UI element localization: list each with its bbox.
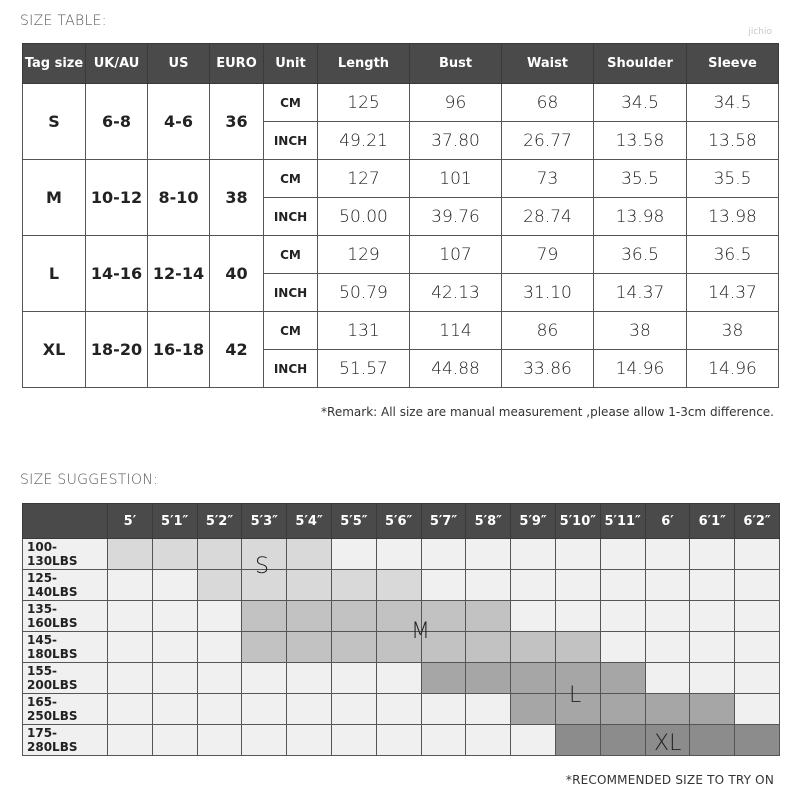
shoulder-value: 14.96 <box>594 350 687 388</box>
empty-cell <box>466 725 511 756</box>
empty-cell <box>331 663 376 694</box>
size-cell-s <box>197 570 242 601</box>
measurement-remark: *Remark: All size are manual measurement ,please allow 1-3cm difference. <box>321 405 774 419</box>
height-header: 5′3″ <box>242 504 287 539</box>
unit-label: INCH <box>264 122 318 160</box>
size-cell-s <box>152 539 197 570</box>
unit-label: INCH <box>264 350 318 388</box>
uk-au-size: 6-8 <box>86 84 148 160</box>
sleeve-value: 38 <box>687 312 779 350</box>
us-size: 16-18 <box>148 312 210 388</box>
height-header: 5′11″ <box>600 504 645 539</box>
recommended-size-note: *RECOMMENDED SIZE TO TRY ON <box>565 773 774 787</box>
length-value: 50.79 <box>318 274 410 312</box>
size-cell-s <box>197 539 242 570</box>
empty-cell <box>466 694 511 725</box>
empty-cell <box>152 601 197 632</box>
size-cell-m <box>376 601 421 632</box>
empty-cell <box>421 694 466 725</box>
empty-cell <box>108 570 153 601</box>
size-cell-l <box>600 663 645 694</box>
empty-cell <box>376 663 421 694</box>
size-table-title: SIZE TABLE: <box>20 13 107 29</box>
size-row-xl-cm <box>23 312 779 350</box>
uk-au-size: 10-12 <box>86 160 148 236</box>
sleeve-value: 36.5 <box>687 236 779 274</box>
sleeve-value: 34.5 <box>687 84 779 122</box>
empty-cell <box>735 632 780 663</box>
size-table-header <box>23 44 779 84</box>
empty-cell <box>376 725 421 756</box>
empty-cell <box>511 725 556 756</box>
waist-value: 68 <box>502 84 594 122</box>
height-header: 5′ <box>108 504 153 539</box>
size-cell-s <box>287 570 332 601</box>
bust-value: 39.76 <box>410 198 502 236</box>
height-header: 5′5″ <box>331 504 376 539</box>
height-header: 5′1″ <box>152 504 197 539</box>
column-header-euro: EURO <box>210 44 264 84</box>
size-cell-l <box>555 694 600 725</box>
empty-cell <box>511 539 556 570</box>
us-size: 12-14 <box>148 236 210 312</box>
column-header-tag-size: Tag size <box>23 44 86 84</box>
empty-cell <box>242 725 287 756</box>
euro-size: 36 <box>210 84 264 160</box>
shoulder-value: 35.5 <box>594 160 687 198</box>
weight-label: 100-130LBS <box>23 539 108 570</box>
empty-cell <box>376 694 421 725</box>
empty-cell <box>735 694 780 725</box>
empty-cell <box>645 570 690 601</box>
empty-cell <box>690 601 735 632</box>
column-header-sleeve: Sleeve <box>687 44 779 84</box>
unit-label: CM <box>264 312 318 350</box>
size-cell-s <box>242 570 287 601</box>
empty-cell <box>600 632 645 663</box>
size-cell-l <box>600 694 645 725</box>
unit-label: CM <box>264 160 318 198</box>
size-suggestion-grid <box>22 503 780 756</box>
us-size: 4-6 <box>148 84 210 160</box>
bust-value: 114 <box>410 312 502 350</box>
bust-value: 42.13 <box>410 274 502 312</box>
column-header-us: US <box>148 44 210 84</box>
empty-cell <box>735 601 780 632</box>
height-header: 5′4″ <box>287 504 332 539</box>
empty-cell <box>331 694 376 725</box>
size-cell-s <box>242 539 287 570</box>
bust-value: 37.80 <box>410 122 502 160</box>
sleeve-value: 14.96 <box>687 350 779 388</box>
sleeve-value: 13.58 <box>687 122 779 160</box>
empty-cell <box>287 725 332 756</box>
empty-cell <box>197 725 242 756</box>
size-cell-l <box>466 663 511 694</box>
empty-cell <box>197 663 242 694</box>
size-cell-m <box>421 632 466 663</box>
size-cell-l <box>421 663 466 694</box>
column-header-length: Length <box>318 44 410 84</box>
column-header-waist: Waist <box>502 44 594 84</box>
size-cell-m <box>421 601 466 632</box>
sleeve-value: 14.37 <box>687 274 779 312</box>
length-value: 125 <box>318 84 410 122</box>
empty-cell <box>197 632 242 663</box>
unit-label: INCH <box>264 274 318 312</box>
tag-size: S <box>23 84 86 160</box>
size-cell-m <box>287 632 332 663</box>
empty-cell <box>152 663 197 694</box>
size-label-m: M <box>411 619 430 644</box>
empty-cell <box>735 539 780 570</box>
size-cell-m <box>242 601 287 632</box>
height-header: 6′2″ <box>735 504 780 539</box>
euro-size: 42 <box>210 312 264 388</box>
size-cell-l <box>645 694 690 725</box>
length-value: 49.21 <box>318 122 410 160</box>
bust-value: 107 <box>410 236 502 274</box>
empty-cell <box>645 539 690 570</box>
empty-cell <box>690 570 735 601</box>
size-cell-xl <box>555 725 600 756</box>
euro-size: 40 <box>210 236 264 312</box>
size-cell-m <box>466 601 511 632</box>
size-cell-l <box>511 663 556 694</box>
waist-value: 28.74 <box>502 198 594 236</box>
empty-cell <box>690 663 735 694</box>
empty-cell <box>421 539 466 570</box>
empty-cell <box>108 601 153 632</box>
waist-value: 26.77 <box>502 122 594 160</box>
waist-value: 31.10 <box>502 274 594 312</box>
bust-value: 44.88 <box>410 350 502 388</box>
size-label-xl: XL <box>654 731 682 756</box>
size-cell-m <box>511 632 556 663</box>
weight-row <box>23 570 780 601</box>
unit-label: CM <box>264 84 318 122</box>
column-header-bust: Bust <box>410 44 502 84</box>
size-row-l-cm <box>23 236 779 274</box>
size-cell-xl <box>600 725 645 756</box>
size-cell-m <box>376 632 421 663</box>
waist-value: 79 <box>502 236 594 274</box>
height-header: 5′10″ <box>555 504 600 539</box>
empty-cell <box>466 570 511 601</box>
weight-label: 175-280LBS <box>23 725 108 756</box>
empty-cell <box>108 725 153 756</box>
height-header: 5′7″ <box>421 504 466 539</box>
size-cell-m <box>287 601 332 632</box>
empty-cell <box>600 539 645 570</box>
watermark: jichio <box>748 27 772 37</box>
length-value: 50.00 <box>318 198 410 236</box>
size-cell-m <box>331 601 376 632</box>
empty-cell <box>466 539 511 570</box>
waist-value: 33.86 <box>502 350 594 388</box>
empty-cell <box>287 694 332 725</box>
empty-cell <box>152 632 197 663</box>
height-header: 5′6″ <box>376 504 421 539</box>
empty-cell <box>242 694 287 725</box>
weight-label: 165-250LBS <box>23 694 108 725</box>
waist-value: 73 <box>502 160 594 198</box>
weight-row <box>23 725 780 756</box>
unit-label: CM <box>264 236 318 274</box>
empty-cell <box>600 601 645 632</box>
height-header: 6′1″ <box>690 504 735 539</box>
length-value: 131 <box>318 312 410 350</box>
column-header-unit: Unit <box>264 44 318 84</box>
empty-cell <box>511 570 556 601</box>
size-cell-s <box>108 539 153 570</box>
us-size: 8-10 <box>148 160 210 236</box>
unit-label: INCH <box>264 198 318 236</box>
weight-label: 145-180LBS <box>23 632 108 663</box>
height-header: 5′9″ <box>511 504 556 539</box>
empty-cell <box>645 632 690 663</box>
empty-cell <box>376 539 421 570</box>
size-cell-l <box>690 694 735 725</box>
empty-cell <box>555 539 600 570</box>
size-row-s-cm <box>23 84 779 122</box>
column-header-shoulder: Shoulder <box>594 44 687 84</box>
size-cell-s <box>287 539 332 570</box>
height-header: 6′ <box>645 504 690 539</box>
size-cell-l <box>511 694 556 725</box>
weight-row <box>23 601 780 632</box>
sleeve-value: 35.5 <box>687 160 779 198</box>
size-cell-l <box>555 663 600 694</box>
empty-cell <box>152 725 197 756</box>
bust-value: 96 <box>410 84 502 122</box>
empty-cell <box>152 570 197 601</box>
empty-cell <box>735 570 780 601</box>
shoulder-value: 14.37 <box>594 274 687 312</box>
corner-cell <box>23 504 108 539</box>
empty-cell <box>645 663 690 694</box>
weight-row <box>23 694 780 725</box>
empty-cell <box>421 725 466 756</box>
size-table <box>22 43 779 388</box>
weight-row <box>23 663 780 694</box>
shoulder-value: 38 <box>594 312 687 350</box>
size-cell-s <box>331 570 376 601</box>
sleeve-value: 13.98 <box>687 198 779 236</box>
shoulder-value: 36.5 <box>594 236 687 274</box>
size-label-s: S <box>255 554 269 579</box>
empty-cell <box>108 632 153 663</box>
length-value: 51.57 <box>318 350 410 388</box>
size-row-m-cm <box>23 160 779 198</box>
empty-cell <box>421 570 466 601</box>
weight-label: 155-200LBS <box>23 663 108 694</box>
length-value: 129 <box>318 236 410 274</box>
tag-size: XL <box>23 312 86 388</box>
size-cell-m <box>466 632 511 663</box>
weight-row <box>23 632 780 663</box>
size-cell-s <box>376 570 421 601</box>
empty-cell <box>287 663 332 694</box>
euro-size: 38 <box>210 160 264 236</box>
size-cell-xl <box>690 725 735 756</box>
weight-label: 125-140LBS <box>23 570 108 601</box>
height-header: 5′8″ <box>466 504 511 539</box>
empty-cell <box>152 694 197 725</box>
empty-cell <box>735 663 780 694</box>
empty-cell <box>331 539 376 570</box>
size-label-l: L <box>569 683 582 708</box>
shoulder-value: 13.58 <box>594 122 687 160</box>
waist-value: 86 <box>502 312 594 350</box>
height-header-row <box>23 504 780 539</box>
empty-cell <box>242 663 287 694</box>
size-cell-xl <box>735 725 780 756</box>
shoulder-value: 13.98 <box>594 198 687 236</box>
size-cell-m <box>331 632 376 663</box>
empty-cell <box>690 539 735 570</box>
uk-au-size: 18-20 <box>86 312 148 388</box>
size-cell-m <box>242 632 287 663</box>
shoulder-value: 34.5 <box>594 84 687 122</box>
empty-cell <box>690 632 735 663</box>
length-value: 127 <box>318 160 410 198</box>
empty-cell <box>197 601 242 632</box>
weight-label: 135-160LBS <box>23 601 108 632</box>
size-cell-m <box>555 632 600 663</box>
empty-cell <box>108 663 153 694</box>
empty-cell <box>600 570 645 601</box>
column-header-uk-au: UK/AU <box>86 44 148 84</box>
weight-row <box>23 539 780 570</box>
uk-au-size: 14-16 <box>86 236 148 312</box>
size-suggestion-title: SIZE SUGGESTION: <box>20 472 159 488</box>
empty-cell <box>511 601 556 632</box>
height-header: 5′2″ <box>197 504 242 539</box>
empty-cell <box>108 694 153 725</box>
empty-cell <box>645 601 690 632</box>
size-cell-xl <box>645 725 690 756</box>
empty-cell <box>555 570 600 601</box>
empty-cell <box>555 601 600 632</box>
empty-cell <box>331 725 376 756</box>
tag-size: M <box>23 160 86 236</box>
tag-size: L <box>23 236 86 312</box>
empty-cell <box>197 694 242 725</box>
bust-value: 101 <box>410 160 502 198</box>
